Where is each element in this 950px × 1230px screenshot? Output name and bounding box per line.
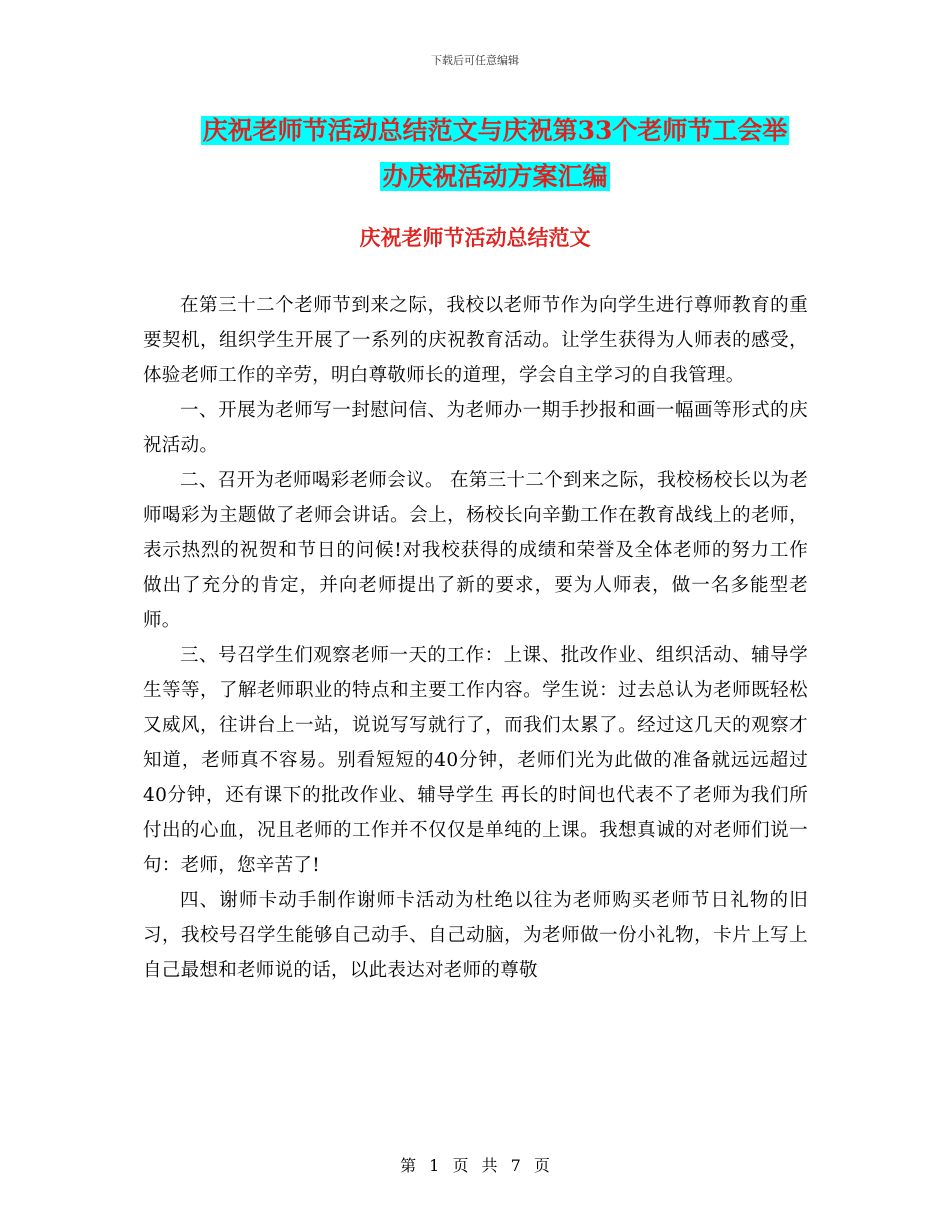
- paragraph-2: 二、召开为老师喝彩老师会议。 在第三十二个到来之际，我校杨校长以为老师喝彩为主题做了老师会讲话。会上，杨校长向辛勤工作在教育战线上的老师，表示热烈的祝贺和节日的问候!对我校获得的成绩和荣誉及全体老师的努力工作做出了充分的肯定，并向老师提出了新的要求，要为人师表，做一名多能型老师。: [143, 470, 808, 631]
- paragraph-1: 一、开展为老师写一封慰问信、为老师办一期手抄报和画一幅画等形式的庆祝活动。: [143, 400, 808, 456]
- title-line-2: 办庆祝活动方案汇编: [382, 162, 608, 191]
- document-body: [143, 288, 808, 988]
- section-title: 庆祝老师节活动总结范文: [359, 225, 591, 250]
- paragraph-3: 三、号召学生们观察老师一天的工作：上课、批改作业、组织活动、辅导学生等等，了解老师职业的特点和主要工作内容。学生说：过去总认为老师既轻松又威风，往讲台上一站，说说写写就行了，而我们太累了。经过这几天的观察才知道，老师真不容易。别看短短的40分钟，老师们光为此做的准备就远远超过40分钟，还有课下的批改作业、辅导学生 再长的时间也代表不了老师为我们所付出的心血，况且老师的工作并不仅仅是单纯的上课。我想真诚的对老师们说一句：老师，您辛苦了!: [143, 645, 808, 876]
- page-footer: 第 1 页 共 7 页: [400, 1156, 550, 1175]
- document-title: [140, 108, 850, 200]
- header-note: 下载后可任意编辑: [431, 54, 519, 67]
- title-line-1: 庆祝老师节活动总结范文与庆祝第33个老师节工会举: [202, 116, 788, 145]
- paragraph-4: 四、谢师卡动手制作谢师卡活动为杜绝以往为老师购买老师节日礼物的旧习，我校号召学生能够自己动手、自己动脑，为老师做一份小礼物，卡片上写上自己最想和老师说的话，以此表达对老师的尊敬: [143, 890, 808, 981]
- paragraph-intro: 在第三十二个老师节到来之际，我校以老师节作为向学生进行尊师教育的重要契机，组织学生开展了一系列的庆祝教育活动。让学生获得为人师表的感受，体验老师工作的辛劳，明白尊敬师长的道理，学会自主学习的自我管理。: [143, 295, 808, 386]
